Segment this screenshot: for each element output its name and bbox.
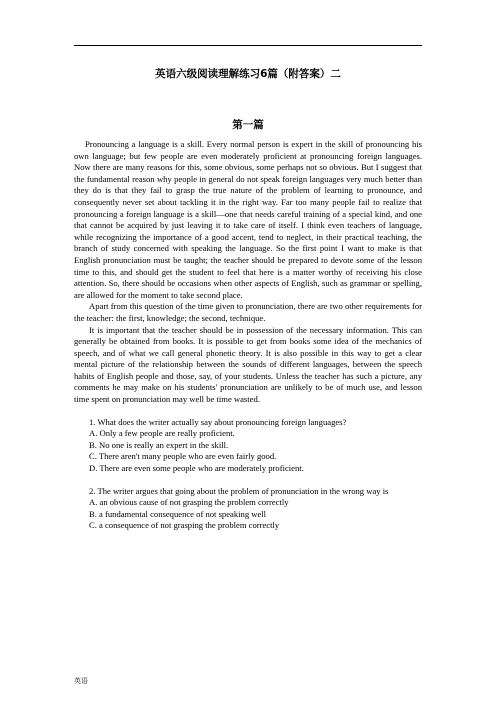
answer-option: C. There aren't many people who are even fairly good. bbox=[89, 451, 277, 462]
question-1 bbox=[74, 417, 422, 475]
answer-option: A. an obvious cause of not grasping the problem correctly bbox=[89, 497, 289, 508]
paragraph: It is important that the teacher should be in possession of the necessary information. This can generally be obtained from books. It is possible to get from books some idea of the mechanics of speech, and of what we call general phonetic theory. It is also possible in this way to get a clear mental picture of the relationship between the sounds of different languages, between the speech habits of English people and those, say, of your students. Unless the teacher has such a picture, any comments he may make on his students' pronunciation are unlikely to be of much use, and lesson time spent on pronunciation may well be time wasted. bbox=[74, 324, 422, 405]
header-rule bbox=[74, 45, 422, 46]
answer-option: C. a consequence of not grasping the problem correctly bbox=[89, 520, 280, 531]
answer-option: B. a fundamental consequence of not speaking well bbox=[89, 508, 267, 519]
question-stem: 1. What does the writer actually say about pronouncing foreign languages? bbox=[89, 416, 347, 427]
passage-content bbox=[74, 139, 422, 532]
section-title: 第一篇 bbox=[232, 119, 264, 131]
answer-option: D. There are even some people who are moderately proficient. bbox=[89, 463, 304, 474]
page-footer: 英语 bbox=[74, 677, 88, 685]
answer-option: B. No one is really an expert in the skill. bbox=[89, 439, 229, 450]
question-2 bbox=[74, 486, 422, 532]
paragraph: Apart from this question of the time given to pronunciation, there are two other requirements for the teacher: the first, knowledge; the second, technique. bbox=[74, 301, 422, 323]
answer-option: A. Only a few people are really proficient. bbox=[89, 428, 235, 439]
paragraph: Pronouncing a language is a skill. Every normal person is expert in the skill of pronouncing his own language; but few people are even moderately proficient at pronouncing foreign languages. Now there are many reasons for this, some obvious, some perhaps not so obvious. But I suggest that the fundamental reason why people in general do not speak foreign languages very much better than they do is that they fail to grasp the true nature of the problem of learning to pronounce, and consequently never set about tackling it in the right way. Far too many people fail to realize that pronouncing a foreign language is a skill—one that needs careful training of a special kind, and one that cannot be acquired by just leaving it to take care of itself. I think even teachers of language, while recognizing the importance of a good accent, tend to neglect, in their practical teaching, the branch of study concerned with speaking the language. So the first point I want to make is that English pronunciation must be taught; the teacher should be prepared to devote some of the lesson time to this, and should get the student to feel that here is a matter worthy of receiving his close attention. So, there should be occasions when other aspects of English, such as grammar or spelling, are allowed for the moment to take second place. bbox=[74, 139, 422, 300]
document-title: 英语六级阅读理解练习6篇（附答案）二 bbox=[155, 68, 341, 80]
question-stem: 2. The writer argues that going about the problem of pronunciation in the wrong way is bbox=[89, 485, 389, 496]
